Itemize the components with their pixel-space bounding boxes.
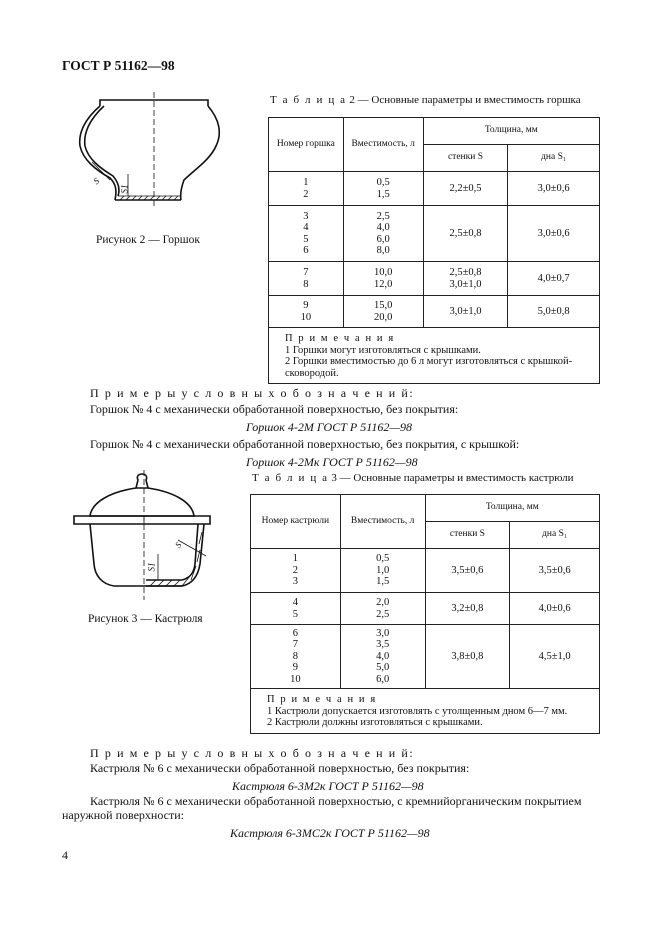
table2-cell-bottom: 3,0±0,6: [508, 172, 600, 206]
table-row: [251, 549, 600, 593]
table2-cell-wall: 2,2±0,5: [423, 172, 508, 206]
table2-cell-capacity: 10,0 12,0: [343, 262, 423, 296]
examples1-code2: Горшок 4-2Мк ГОСТ Р 51162—98: [246, 455, 418, 469]
table2-header-thickness: Толщина, мм: [423, 118, 599, 145]
table3: [250, 494, 600, 734]
examples1-line2: Горшок № 4 с механически обработанной поверхностью, без покрытия, с крышкой:: [90, 437, 520, 451]
table2-caption-text: 2 — Основные параметры и вместимость горшка: [349, 94, 581, 106]
table3-cell-bottom: 4,5±1,0: [510, 625, 600, 689]
table3-header-thickness: Толщина, мм: [425, 495, 599, 522]
examples1-code1: Горшок 4-2М ГОСТ Р 51162—98: [246, 420, 412, 434]
examples1-title: П р и м е р ы у с л о в н ы х о б о з н а ч е н и й:: [90, 386, 415, 400]
table3-header-number: Номер кастрюли: [251, 495, 341, 549]
table2-notes: [269, 328, 600, 384]
table3-note: 1 Кастрюли допускается изготовлять с утолщенным дном 6—7 мм.: [267, 705, 568, 717]
table2-note: 2 Горшки вместимостью до 6 л могут изготовляться с крышкой-сковородой.: [285, 356, 573, 379]
examples2-code1: Кастрюля 6-3М2к ГОСТ Р 51162—98: [232, 779, 424, 793]
table3-cell-capacity: 2,0 2,5: [340, 593, 425, 625]
table3-cell-number: 1 2 3: [251, 549, 341, 593]
figure3-caption: Рисунок 3 — Кастрюля: [88, 613, 203, 625]
table2-header-bottom: дна S₁: [508, 145, 600, 172]
table3-header-capacity: Вместимость, л: [340, 495, 425, 549]
table2-cell-wall: 3,0±1,0: [423, 296, 508, 328]
pot-drawing: [70, 92, 230, 207]
table3-cell-number: 6 7 8 9 10: [251, 625, 341, 689]
table2-cell-number: 3 4 5 6: [269, 206, 344, 262]
table-row: [269, 296, 600, 328]
table2-notes-row: [269, 328, 600, 384]
table3-cell-bottom: 3,5±0,6: [510, 549, 600, 593]
table3-cell-wall: 3,8±0,8: [425, 625, 510, 689]
table2: [268, 117, 600, 384]
saucepan-s1-label: S1: [146, 562, 157, 572]
table3-caption-word: Т а б л и ц а: [252, 472, 329, 484]
table2-cell-bottom: 5,0±0,8: [508, 296, 600, 328]
table-row: [251, 593, 600, 625]
table2-cell-number: 1 2: [269, 172, 344, 206]
table3-notes-row: [251, 689, 600, 734]
page-number: 4: [62, 848, 68, 862]
table3-cell-bottom: 4,0±0,6: [510, 593, 600, 625]
table2-cell-capacity: 15,0 20,0: [343, 296, 423, 328]
table3-header-bottom: дна S₁: [510, 522, 600, 549]
document-header: ГОСТ Р 51162—98: [62, 58, 175, 73]
table3-cell-capacity: 3,0 3,5 4,0 5,0 6,0: [340, 625, 425, 689]
table-row: [269, 262, 600, 296]
table-row: [269, 172, 600, 206]
examples2-line2: Кастрюля № 6 с механически обработанной поверхностью, с кремнийорганическим покрытием наружной поверхности:: [62, 794, 582, 822]
table3-notes: [251, 689, 600, 734]
table-row: [251, 625, 600, 689]
examples2-code2: Кастрюля 6-3МС2к ГОСТ Р 51162—98: [230, 826, 430, 840]
table2-cell-capacity: 0,5 1,5: [343, 172, 423, 206]
saucepan-drawing: [70, 470, 220, 605]
table3-cell-wall: 3,2±0,8: [425, 593, 510, 625]
figure2-caption: Рисунок 2 — Горшок: [96, 234, 200, 246]
table3-header-wall: стенки S: [425, 522, 510, 549]
table2-cell-bottom: 3,0±0,6: [508, 206, 600, 262]
table3-cell-wall: 3,5±0,6: [425, 549, 510, 593]
table2-cell-wall: 2,5±0,8 3,0±1,0: [423, 262, 508, 296]
table3-caption-text: 3 — Основные параметры и вместимость кастрюли: [331, 472, 574, 484]
examples1-line1: Горшок № 4 с механически обработанной поверхностью, без покрытия:: [90, 402, 459, 416]
table3-cell-number: 4 5: [251, 593, 341, 625]
examples2-line1: Кастрюля № 6 с механически обработанной поверхностью, без покрытия:: [90, 761, 470, 775]
table3-caption: [252, 472, 574, 484]
table2-caption: [270, 94, 581, 106]
table3-notes-title: П р и м е ч а н и я: [267, 694, 377, 705]
table2-header-capacity: Вместимость, л: [343, 118, 423, 172]
table2-note: 1 Горшки могут изготовляться с крышками.: [285, 344, 481, 356]
table2-cell-bottom: 4,0±0,7: [508, 262, 600, 296]
table2-notes-title: П р и м е ч а н и я: [285, 333, 395, 344]
table3-note: 2 Кастрюли должны изготовляться с крышками.: [267, 717, 483, 728]
table2-cell-number: 9 10: [269, 296, 344, 328]
table2-cell-number: 7 8: [269, 262, 344, 296]
table-row: [269, 206, 600, 262]
examples2-title: П р и м е р ы у с л о в н ы х о б о з н а ч е н и й:: [90, 746, 415, 760]
saucepan-s-label: S: [172, 540, 184, 550]
table2-cell-capacity: 2,5 4,0 6,0 8,0: [343, 206, 423, 262]
pot-s-label: S: [91, 175, 102, 187]
table2-header-wall: стенки S: [423, 145, 508, 172]
pot-s1-label: S1: [119, 184, 130, 194]
table2-header-number: Номер горшка: [269, 118, 344, 172]
table3-cell-capacity: 0,5 1,0 1,5: [340, 549, 425, 593]
table2-cell-wall: 2,5±0,8: [423, 206, 508, 262]
table2-caption-word: Т а б л и ц а: [270, 94, 347, 106]
